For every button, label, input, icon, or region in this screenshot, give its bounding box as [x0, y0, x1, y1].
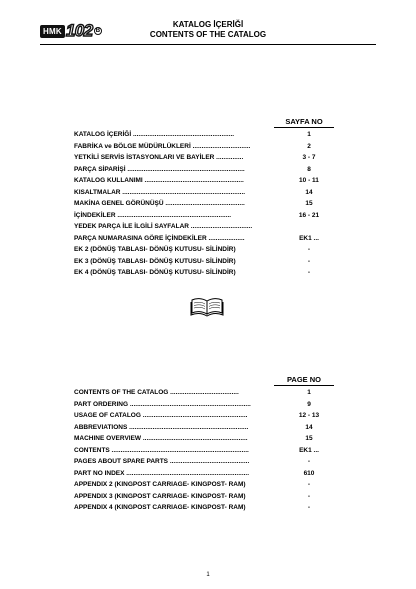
list-item [74, 221, 334, 233]
item-label: FABRİKA ve BÖLGE MÜDÜRLÜKLERİ ................................ [74, 142, 251, 150]
list-item [74, 267, 334, 279]
item-label: PARÇA SİPARİŞİ ................................................................. [74, 165, 245, 173]
item-page: 3 - 7 [302, 154, 316, 161]
column-header-page-no: PAGE NO [274, 375, 334, 386]
item-page: EK1 ... [299, 446, 319, 454]
column-header-sayfa-no: SAYFA NO [274, 117, 334, 128]
item-label: EK 3 (DÖNÜŞ TABLASI- DÖNÜŞ KUTUSU- SİLİNDİR) [74, 257, 236, 265]
logo-suffix: B [95, 28, 101, 34]
list-item [74, 399, 334, 411]
list-item [74, 256, 334, 268]
item-label: APPENDIX 4 (KINGPOST CARRIAGE- KINGPOST- RAM) [74, 504, 246, 511]
item-label: YEDEK PARÇA İLE İLGİLİ SAYFALAR .................................. [74, 223, 253, 230]
list-item [74, 141, 334, 153]
list-item [74, 175, 334, 187]
title-turkish: KATALOG İÇERİĞİ [172, 20, 244, 29]
item-label: EK 2 (DÖNÜŞ TABLASI- DÖNÜŞ KUTUSU- SİLİNDİR) [74, 246, 236, 253]
header-divider [40, 44, 376, 45]
list-item [74, 410, 334, 422]
item-label: CONTENTS OF THE CATALOG ...................................... [74, 389, 239, 396]
item-page: 610 [303, 469, 315, 477]
list-item [74, 244, 334, 256]
item-page: - [307, 458, 311, 465]
item-page: 1 [307, 389, 311, 396]
list-item [74, 491, 334, 503]
item-label: KATALOG İÇERİĞİ ........................................................ [74, 131, 235, 138]
item-page: - [307, 481, 311, 488]
item-page: - [307, 269, 311, 276]
list-item [74, 445, 334, 457]
item-page: - [307, 257, 311, 265]
logo-model: 102 [65, 21, 93, 40]
item-page: - [307, 246, 311, 253]
item-label: ABBREVIATIONS .................................................................. [74, 423, 249, 431]
item-page: - [307, 492, 311, 500]
page-number: 1 [206, 572, 210, 578]
list-item [74, 422, 334, 434]
item-label: KATALOG KULLANIMI ....................................................... [74, 177, 244, 184]
list-item [74, 152, 334, 164]
page-header [0, 20, 416, 40]
list-item [74, 456, 334, 468]
list-item [74, 479, 334, 491]
item-label: EK 4 (DÖNÜŞ TABLASI- DÖNÜŞ KUTUSU- SİLİNDİR) [74, 269, 236, 276]
turkish-contents-list [74, 129, 334, 279]
item-label: MAKİNA GENEL GÖRÜNÜŞÜ ............................................ [74, 200, 245, 207]
list-item [74, 433, 334, 445]
list-item [74, 187, 334, 199]
title-english: CONTENTS OF THE CATALOG [149, 30, 267, 39]
logo-brand: HMK [40, 25, 65, 38]
item-label: MACHINE OVERVIEW .......................................................... [74, 435, 248, 442]
item-page: 8 [307, 165, 311, 173]
item-page: 15 [305, 200, 313, 207]
item-page: EK1 ... [299, 234, 319, 242]
item-label: USAGE OF CATALOG .......................................................... [74, 412, 248, 419]
item-label: CONTENTS ............................................................................ [74, 446, 249, 454]
list-item [74, 502, 334, 514]
item-label: APPENDIX 2 (KINGPOST CARRIAGE- KINGPOST- RAM) [74, 481, 246, 488]
item-page: 14 [305, 188, 313, 196]
item-label: İÇİNDEKİLER ............................................................... [74, 211, 232, 219]
item-page: 1 [307, 131, 311, 138]
item-label: PART ORDERING ................................................................... [74, 400, 251, 408]
item-page: 16 - 21 [298, 211, 320, 219]
list-item [74, 233, 334, 245]
item-page: 2 [307, 142, 311, 150]
open-book-icon [190, 297, 224, 317]
list-item [74, 129, 334, 141]
item-label: YETKİLİ SERVİS İSTASYONLARI VE BAYİLER ............... [74, 154, 244, 161]
item-page: 15 [305, 435, 313, 442]
item-page: 9 [307, 400, 311, 408]
item-label: APPENDIX 3 (KINGPOST CARRIAGE- KINGPOST- RAM) [74, 492, 246, 500]
english-contents-list [74, 387, 334, 514]
item-label: PARÇA NUMARASINA GÖRE İÇİNDEKİLER .................... [74, 234, 245, 242]
item-page: 12 - 13 [298, 412, 320, 419]
list-item [74, 468, 334, 480]
list-item [74, 164, 334, 176]
list-item [74, 210, 334, 222]
item-page: 10 - 11 [299, 177, 319, 184]
list-item [74, 387, 334, 399]
item-label: PART NO INDEX .................................................................... [74, 469, 250, 477]
item-page: 14 [305, 423, 313, 431]
item-label: PAGES ABOUT SPARE PARTS ............................................ [74, 458, 250, 465]
list-item [74, 198, 334, 210]
item-label: KISALTMALAR .................................................................... [74, 188, 246, 196]
item-page: - [307, 504, 311, 511]
